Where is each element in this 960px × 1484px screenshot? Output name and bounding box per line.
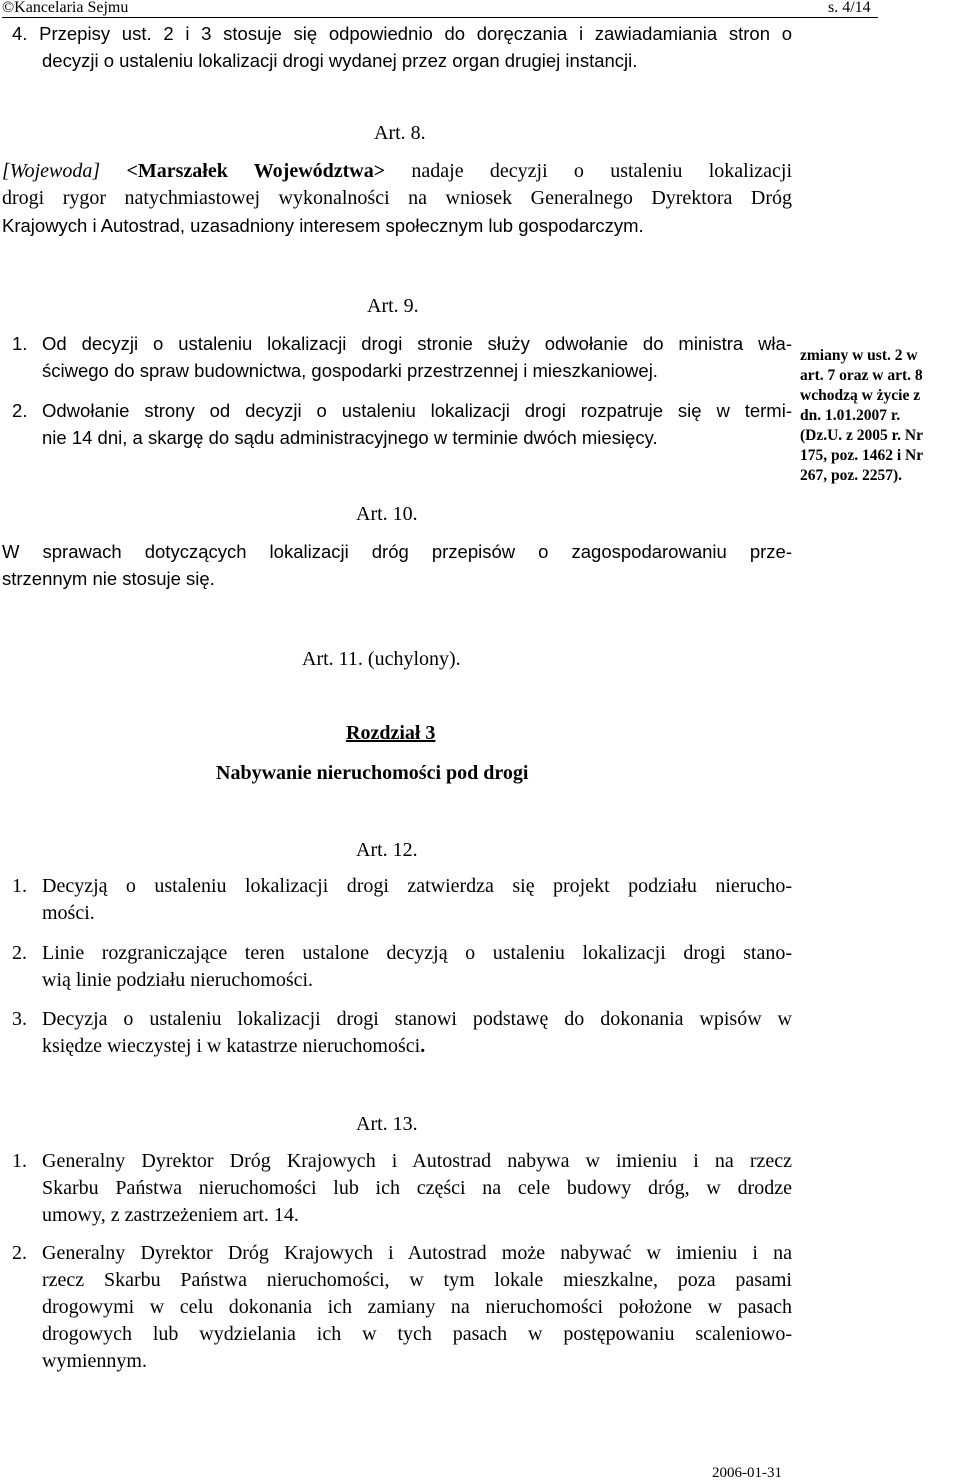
article-12-p2-text <box>42 940 792 994</box>
margin-note-line4: dn. 1.01.2007 r. <box>800 407 901 424</box>
article-13-p2-text <box>42 1240 792 1375</box>
article-9-p2-line1: Odwołanie strony od decyzji o ustaleniu lokalizacji drogi rozpatruje się w termi- <box>42 400 792 421</box>
article-8-new-term: <Marszałek Województwa> <box>126 160 386 182</box>
article-8-line1 <box>2 158 792 185</box>
article-9-p1-line1: Od decyzji o ustaleniu lokalizacji drogi stronie służy odwołanie do ministra wła- <box>42 333 792 354</box>
article-13-p2-line3: drogowymi w celu dokonania ich zamiany na nieruchomości położone w pasach <box>42 1296 792 1318</box>
article-9-p2-line2: nie 14 dni, a skargę do sądu administracyjnego w terminie dwóch miesięcy. <box>42 427 658 448</box>
article-11-heading: Art. 11. <box>302 648 363 670</box>
article-12-heading: Art. 12. <box>356 839 418 861</box>
document-date: 2006-01-31 <box>712 1465 782 1481</box>
chapter-title: Nabywanie nieruchomości pod drogi <box>216 762 529 784</box>
article-9-p2-number: 2. <box>12 400 28 421</box>
article-12-paragraph-2 <box>12 940 792 994</box>
article-9-p1-text <box>42 330 792 384</box>
article-9-p2-text <box>42 397 792 451</box>
paragraph-4-line2: decyzji o ustaleniu lokalizacji drogi wydanej przez organ drugiej instancji. <box>42 50 638 71</box>
article-13-p1-number: 1. <box>12 1150 27 1172</box>
header-rule <box>2 17 878 18</box>
article-8-heading: Art. 8. <box>374 122 426 144</box>
article-12-p1-number: 1. <box>12 875 27 897</box>
article-13-p1-line3: umowy, z zastrzeżeniem art. 14. <box>42 1204 299 1226</box>
header-publisher: ©Kancelaria Sejmu <box>2 0 129 16</box>
article-8-line3: Krajowych i Autostrad, uzasadniony interesem społecznym lub gospodarczym. <box>2 215 644 236</box>
article-13-paragraph-2 <box>12 1240 792 1375</box>
article-12-p3-end: . <box>420 1035 426 1057</box>
article-12-p3-line1: Decyzja o ustaleniu lokalizacji drogi stanowi podstawę do dokonania wpisów w <box>42 1008 792 1030</box>
article-13-p2-line4: drogowych lub wydzielania ich w tych pasach w postępowaniu scaleniowo- <box>42 1323 792 1345</box>
article-9-p1-number: 1. <box>12 333 28 354</box>
chapter-number: Rozdział 3 <box>346 722 436 744</box>
article-12-p3-line2 <box>42 1033 792 1060</box>
article-12-p2-line1: Linie rozgraniczające teren ustalone decyzją o ustaleniu lokalizacji drogi stano- <box>42 942 792 964</box>
article-10-text <box>2 538 792 592</box>
article-9-p1-line2: ściwego do spraw budownictwa, gospodarki przestrzennej i mieszkaniowej. <box>42 360 658 381</box>
margin-note <box>800 346 960 486</box>
article-12-paragraph-3 <box>12 1006 792 1060</box>
article-8-line2: drogi rygor natychmiastowej wykonalności na wniosek Generalnego Dyrektora Dróg <box>2 187 792 209</box>
article-12-p1-line1: Decyzją o ustaleniu lokalizacji drogi zatwierdza się projekt podziału nierucho- <box>42 875 792 897</box>
article-13-p1-text <box>42 1148 792 1229</box>
article-10-heading: Art. 10. <box>356 503 418 525</box>
article-9-paragraph-2 <box>12 397 792 451</box>
margin-note-line7: 267, poz. 2257). <box>800 467 903 484</box>
article-11 <box>302 647 461 671</box>
margin-note-line5: (Dz.U. z 2005 r. Nr <box>800 427 923 444</box>
article-12-p1-line2: mości. <box>42 902 95 924</box>
article-9-heading: Art. 9. <box>367 295 419 317</box>
article-12-p1-text <box>42 873 792 927</box>
article-13-p2-line2: rzecz Skarbu Państwa nieruchomości, w tym lokale mieszkalne, poza pasami <box>42 1269 792 1291</box>
article-12-p3-text <box>42 1006 792 1060</box>
article-11-note: (uchylony). <box>367 648 461 670</box>
article-12-p2-line2: wią linie podziału nieruchomości. <box>42 969 314 991</box>
article-8-old-term: [Wojewoda] <box>2 160 101 182</box>
article-8-line1-rest: nadaje decyzji o ustaleniu lokalizacji <box>385 160 792 182</box>
paragraph-4 <box>12 20 792 74</box>
page-number: s. 4/14 <box>828 0 871 16</box>
article-12-p3-line2-text: księdze wieczystej i w katastrze nieruchomości <box>42 1035 421 1057</box>
article-10-line2: strzennym nie stosuje się. <box>2 568 215 589</box>
margin-note-line3: wchodzą w życie z <box>800 387 921 404</box>
article-13-p2-line5: wymiennym. <box>42 1350 147 1372</box>
article-12-paragraph-1 <box>12 873 792 927</box>
article-13-heading: Art. 13. <box>356 1113 418 1135</box>
margin-note-line6: 175, poz. 1462 i Nr <box>800 447 924 464</box>
article-13-paragraph-1 <box>12 1148 792 1229</box>
article-8-text <box>2 158 792 239</box>
margin-note-line1: zmiany w ust. 2 w <box>800 347 918 364</box>
article-13-p1-line1: Generalny Dyrektor Dróg Krajowych i Autostrad nabywa w imieniu i na rzecz <box>42 1150 792 1172</box>
margin-note-line2: art. 7 oraz w art. 8 <box>800 367 923 384</box>
paragraph-4-line1: 4. Przepisy ust. 2 i 3 stosuje się odpowiednio do doręczania i zawiadamiania stron o <box>12 23 792 44</box>
article-13-p1-line2: Skarbu Państwa nieruchomości lub ich części na cele budowy dróg, w drodze <box>42 1177 792 1199</box>
article-13-p2-line1: Generalny Dyrektor Dróg Krajowych i Autostrad może nabywać w imieniu i na <box>42 1242 792 1264</box>
article-9-paragraph-1 <box>12 330 792 384</box>
article-13-p2-number: 2. <box>12 1242 27 1264</box>
article-10-line1: W sprawach dotyczących lokalizacji dróg przepisów o zagospodarowaniu prze- <box>2 541 792 562</box>
article-12-p3-number: 3. <box>12 1008 27 1030</box>
article-12-p2-number: 2. <box>12 942 27 964</box>
